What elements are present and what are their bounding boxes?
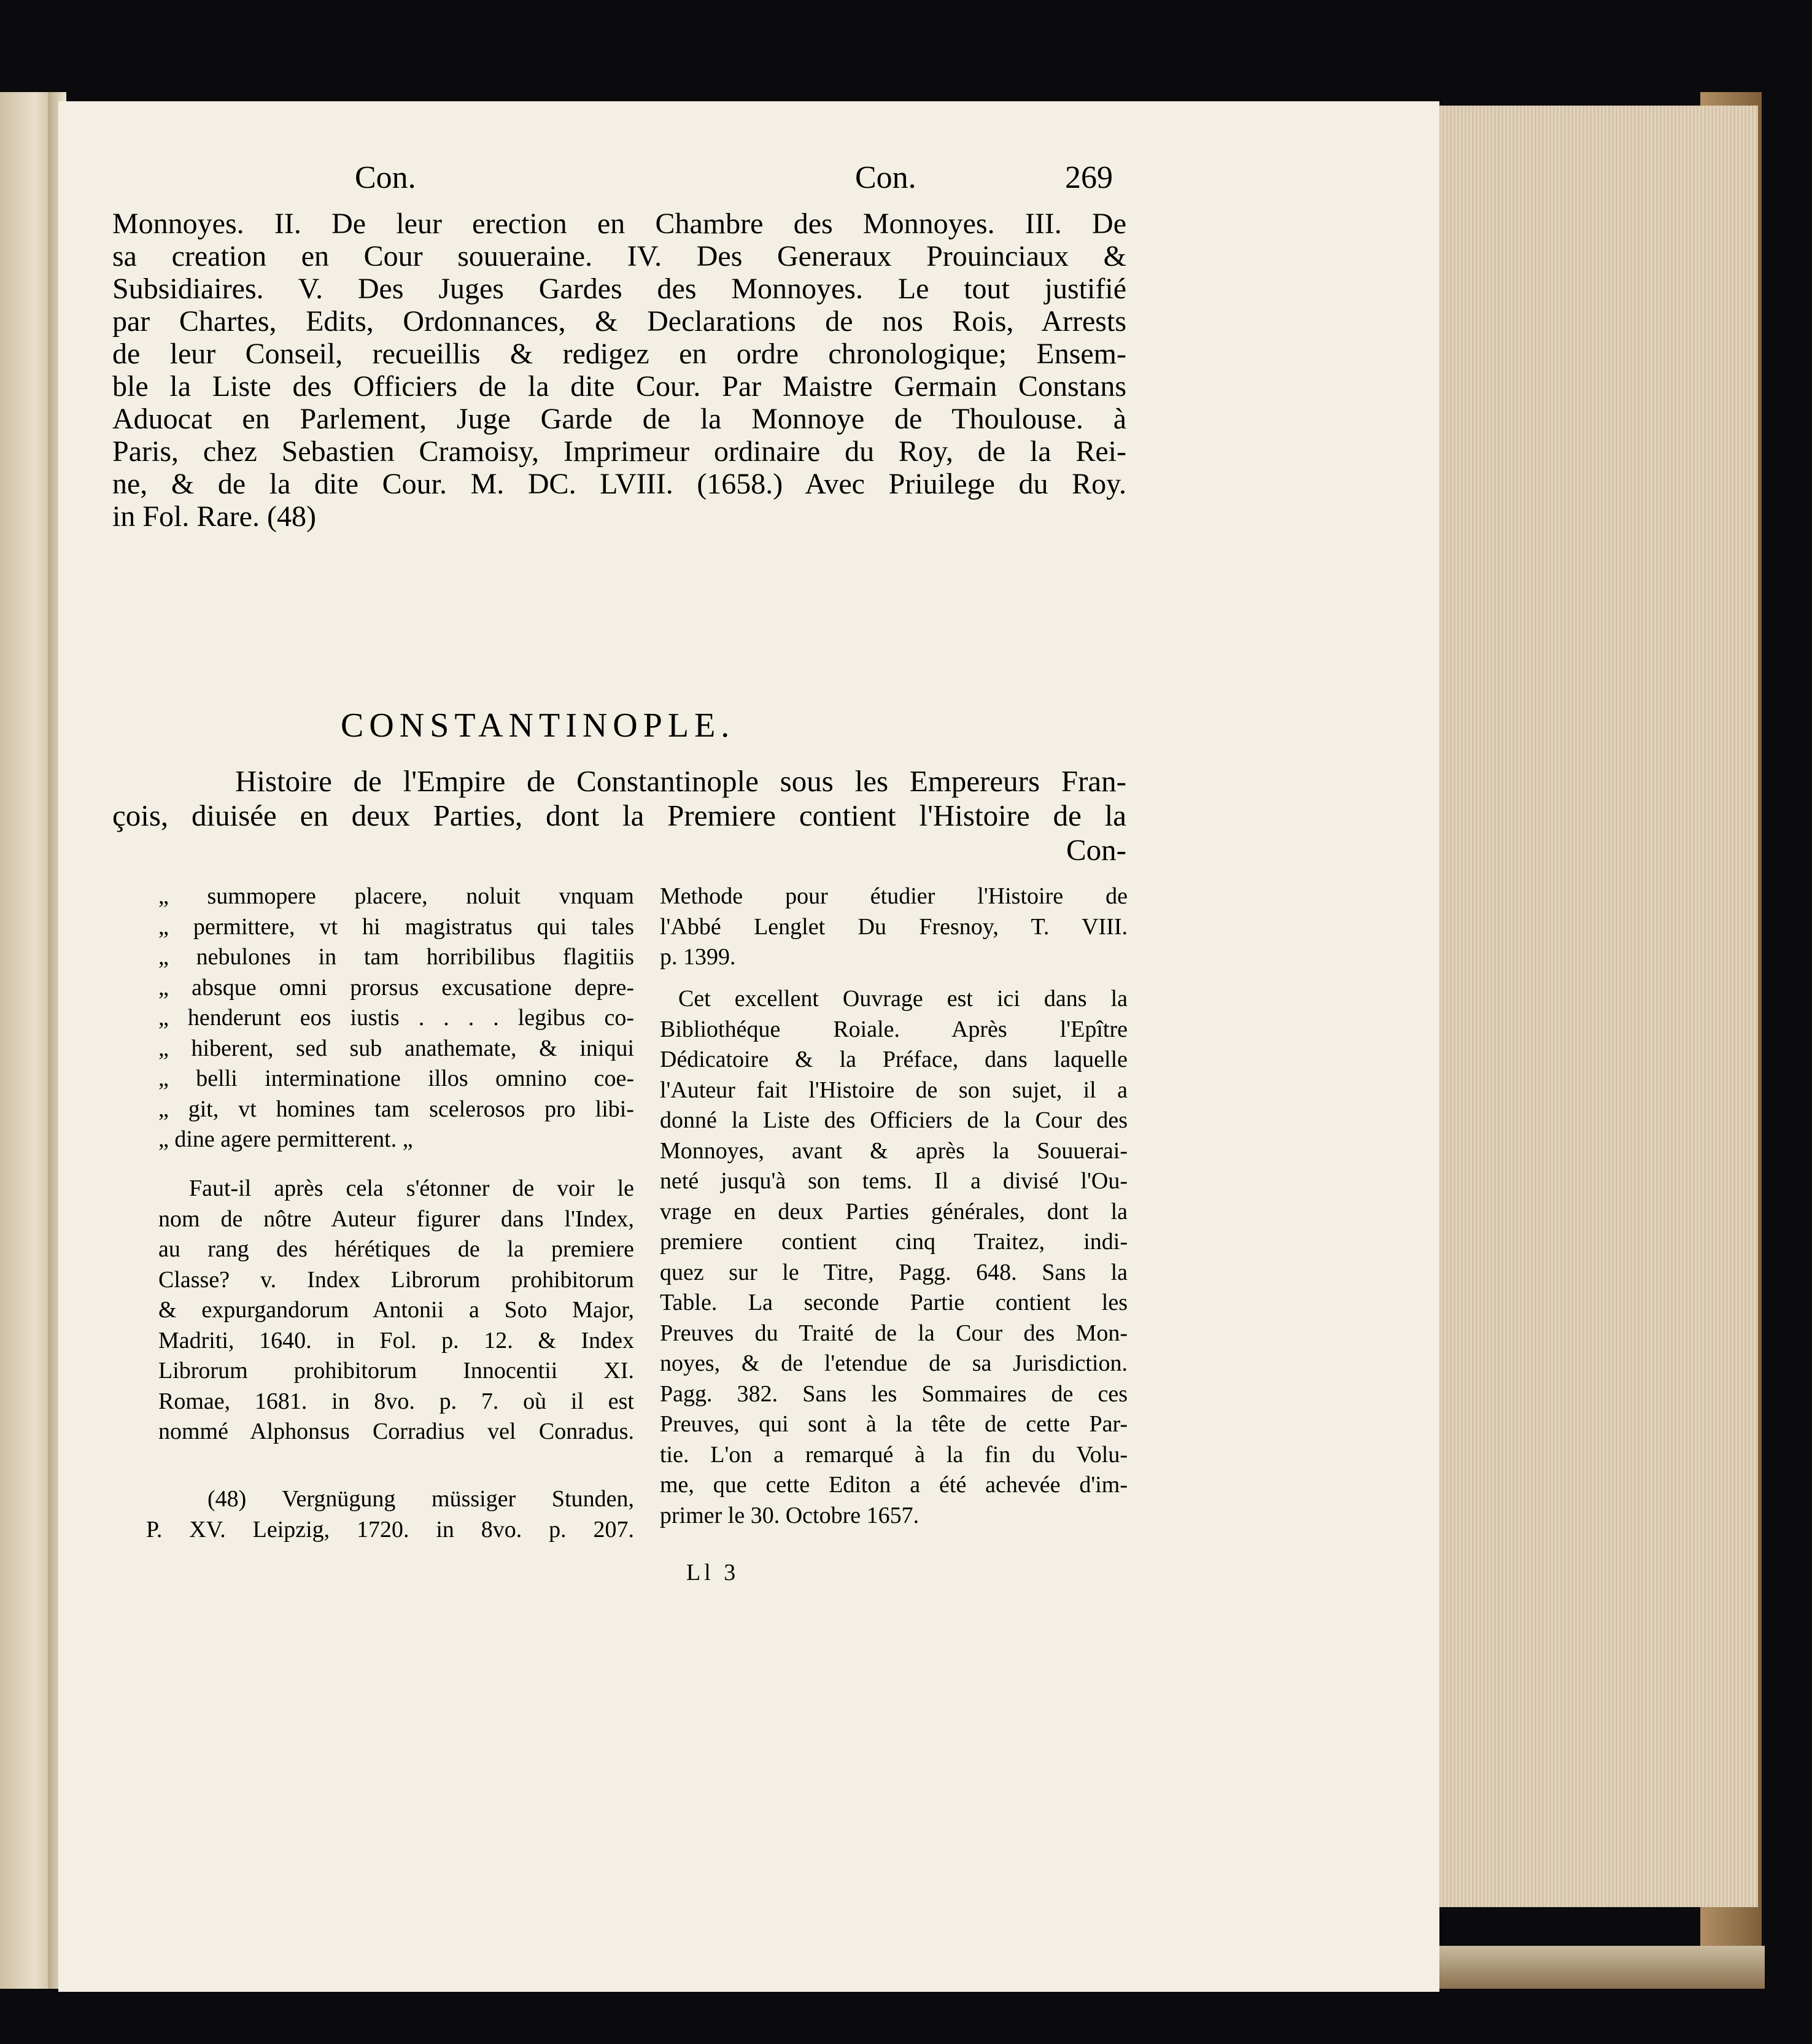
text-line: „ belli interminatione illos omnino coe- [158, 1066, 634, 1091]
text-line: Monnoyes, avant & après la Souuerai- [660, 1137, 1128, 1164]
text-line: Bibliothéque Roiale. Après l'Epître [660, 1016, 1128, 1042]
text-line: çois, diuisée en deux Parties, dont la Premiere contient l'Histoire de la [112, 799, 1126, 832]
text-line: „ absque omni prorsus excusatione depre- [158, 974, 634, 1001]
page-stack-edge [1430, 106, 1758, 1907]
text-line: Paris, chez Sebastien Cramoisy, Imprimeur ordinaire du Roy, de la Rei- [112, 435, 1126, 468]
text-line: Librorum prohibitorum Innocentii XI. [158, 1358, 634, 1384]
text-line: P. XV. Leipzig, 1720. in 8vo. p. 207. [146, 1516, 634, 1543]
text-line: „ dine agere permitterent. „ [158, 1126, 413, 1152]
footnote [146, 1484, 634, 1545]
text-line: p. 1399. [660, 944, 736, 970]
intro-paragraph [112, 764, 1126, 867]
left-paragraph [158, 1174, 634, 1447]
text-line: premiere contient cinq Traitez, indi- [660, 1229, 1128, 1255]
text-line: Preuves du Traité de la Cour des Mon- [660, 1320, 1128, 1346]
text-line: Monnoyes. II. De leur erection en Chambre des Monnoyes. III. De [112, 207, 1126, 240]
text-line: tie. L'on a remarqué à la fin du Volu- [660, 1441, 1128, 1468]
catchword: Con- [1066, 833, 1126, 867]
text-line: me, que cette Editon a été achevée d'im- [660, 1472, 1128, 1498]
right-paragraph-1 [660, 881, 1128, 973]
text-line: (48) Vergnügung müssiger Stunden, [207, 1486, 634, 1512]
text-line: l'Abbé Lenglet Du Fresnoy, T. VIII. [660, 913, 1128, 940]
text-line: nommé Alphonsus Corradius vel Conradus. [158, 1419, 634, 1444]
text-line: sa creation en Cour souueraine. IV. Des Generaux Prouinciaux & [112, 240, 1126, 273]
text-line: Aduocat en Parlement, Juge Garde de la Monnoye de Thoulouse. à [112, 403, 1126, 435]
text-line: Methode pour étudier l'Histoire de [660, 883, 1128, 909]
latin-quote [158, 881, 634, 1155]
text-line: donné la Liste des Officiers de la Cour des [660, 1107, 1128, 1133]
text-line: de leur Conseil, recueillis & redigez en ordre chronologique; Ensem- [112, 338, 1126, 370]
text-line: Dédicatoire & la Préface, dans laquelle [660, 1047, 1128, 1072]
text-line: Cet excellent Ouvrage est ici dans la [678, 986, 1128, 1012]
text-line: primer le 30. Octobre 1657. [660, 1502, 920, 1528]
text-line: ble la Liste des Officiers de la dite Cour. Par Maistre Germain Constans [112, 370, 1126, 403]
text-line: neté jusqu'à son tems. Il a divisé l'Ou- [660, 1168, 1128, 1194]
text-line: „ permittere, vt hi magistratus qui tales [158, 913, 634, 940]
text-line: Classe? v. Index Librorum prohibitorum [158, 1266, 634, 1293]
text-line: nom de nôtre Auteur figurer dans l'Index, [158, 1206, 634, 1232]
right-paragraph-2 [660, 984, 1128, 1531]
text-line: „ git, vt homines tam scelerosos pro libi- [158, 1096, 634, 1122]
text-line: „ hiberent, sed sub anathemate, & iniqui [158, 1035, 634, 1061]
text-line: Romae, 1681. in 8vo. p. 7. où il est [158, 1388, 634, 1414]
text-line: & expurgandorum Antonii a Soto Major, [158, 1297, 634, 1323]
text-line: Histoire de l'Empire de Constantinople sous les Empereurs Fran- [235, 764, 1126, 798]
text-line: „ nebulones in tam horribilibus flagitiis [158, 944, 634, 970]
page-number: 269 [1065, 160, 1113, 195]
text-line: Pagg. 382. Sans les Sommaires de ces [660, 1380, 1128, 1407]
text-line: Table. La seconde Partie contient les [660, 1290, 1128, 1315]
top-paragraph [112, 207, 1126, 533]
text-line: l'Auteur fait l'Histoire de son sujet, il a [660, 1077, 1128, 1103]
text-line: „ summopere placere, noluit vnquam [158, 883, 634, 909]
running-head-left: Con. [355, 160, 416, 195]
text-line: quez sur le Titre, Pagg. 648. Sans la [660, 1259, 1128, 1285]
text-line: Madriti, 1640. in Fol. p. 12. & Index [158, 1327, 634, 1353]
text-line: Faut-il après cela s'étonner de voir le [189, 1175, 634, 1201]
text-line: par Chartes, Edits, Ordonnances, & Declarations de nos Rois, Arrests [112, 305, 1126, 338]
section-heading: CONSTANTINOPLE. [341, 706, 735, 745]
printer-signature: Ll 3 [686, 1560, 740, 1585]
text-line: Preuves, qui sont à la tête de cette Par- [660, 1411, 1128, 1437]
text-line: au rang des hérétiques de la premiere [158, 1236, 634, 1262]
text-line: in Fol. Rare. (48) [112, 500, 316, 533]
text-line: „ henderunt eos iustis . . . . legibus co- [158, 1005, 634, 1031]
text-line: ne, & de la dite Cour. M. DC. LVIII. (1658.) Avec Priuilege du Roy. [112, 468, 1126, 500]
text-line: noyes, & de l'etendue de sa Jurisdiction. [660, 1350, 1128, 1376]
running-head-center: Con. [855, 160, 916, 195]
text-line: Subsidiaires. V. Des Juges Gardes des Monnoyes. Le tout justifié [112, 273, 1126, 305]
text-line: vrage en deux Parties générales, dont la [660, 1198, 1128, 1225]
